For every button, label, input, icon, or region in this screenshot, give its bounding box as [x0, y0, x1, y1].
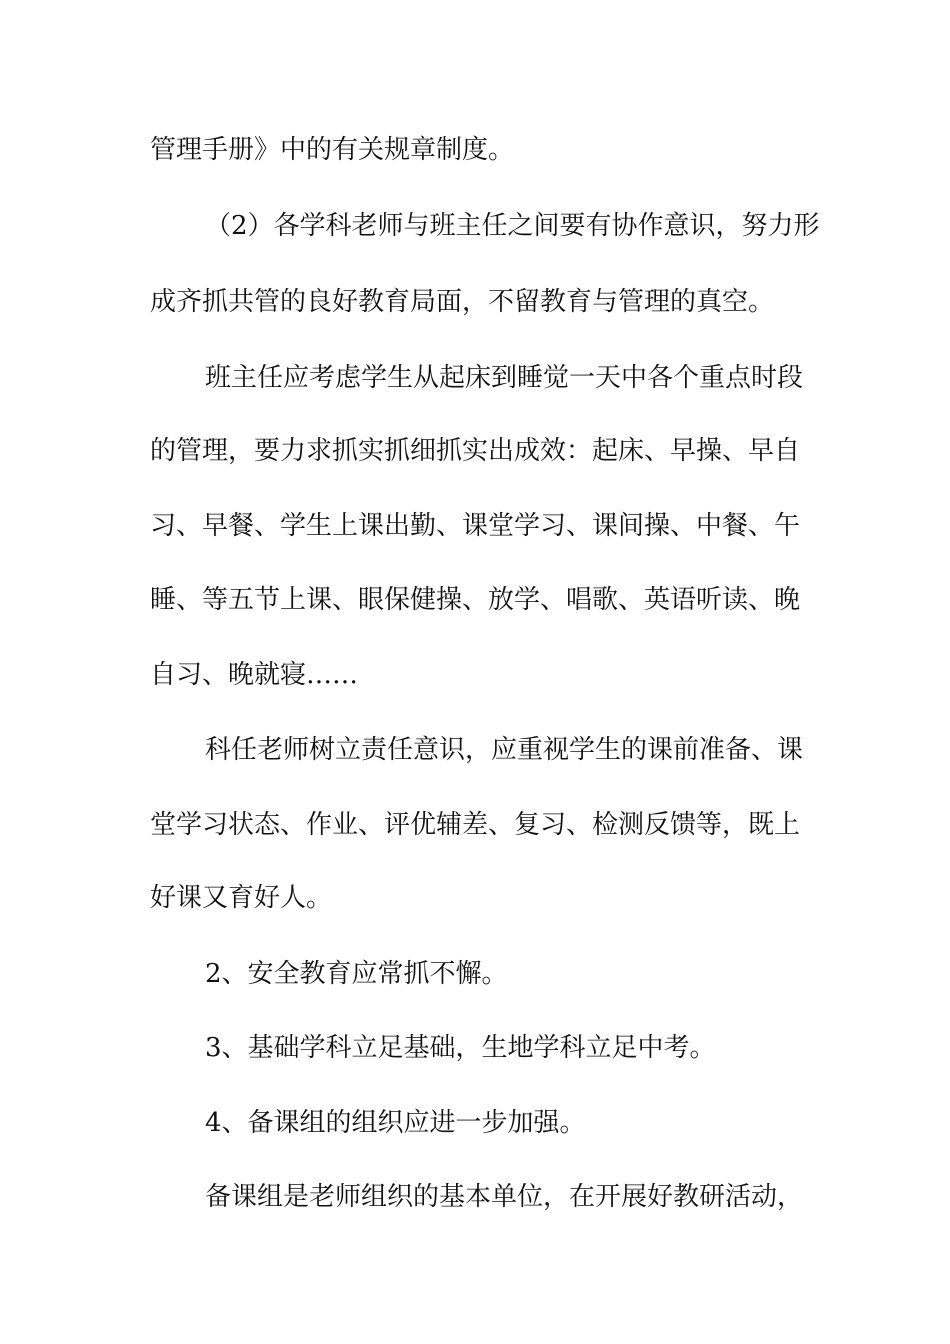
text-line: 的管理，要力求抓实抓细抓实出成效：起床、早操、早自: [150, 436, 801, 466]
text-line: 3、基础学科立足基础，生地学科立足中考。: [205, 1033, 716, 1063]
text-line: （2）各学科老师与班主任之间要有协作意识，努力形: [205, 211, 820, 241]
text-line: 好课又育好人。: [150, 883, 333, 913]
text-line: 管理手册》中的有关规章制度。: [150, 135, 515, 165]
text-line: 备课组是老师组织的基本单位，在开展好教研活动，: [205, 1182, 804, 1212]
text-line: 4、备课组的组织应进一步加强。: [205, 1108, 586, 1138]
text-line: 习、早餐、学生上课出勤、课堂学习、课间操、中餐、午: [150, 511, 801, 541]
text-line: 自习、晚就寝……: [150, 660, 359, 690]
text-line: 2、安全教育应常抓不懈。: [205, 959, 508, 989]
text-line: 睡、等五节上课、眼保健操、放学、唱歌、英语听读、晚: [150, 585, 801, 615]
text-line: 科任老师树立责任意识，应重视学生的课前准备、课: [205, 735, 804, 765]
text-line: 成齐抓共管的良好教育局面，不留教育与管理的真空。: [150, 287, 775, 317]
text-line: 班主任应考虑学生从起床到睡觉一天中各个重点时段: [205, 363, 804, 393]
text-line: 堂学习状态、作业、评优辅差、复习、检测反馈等，既上: [150, 810, 801, 840]
